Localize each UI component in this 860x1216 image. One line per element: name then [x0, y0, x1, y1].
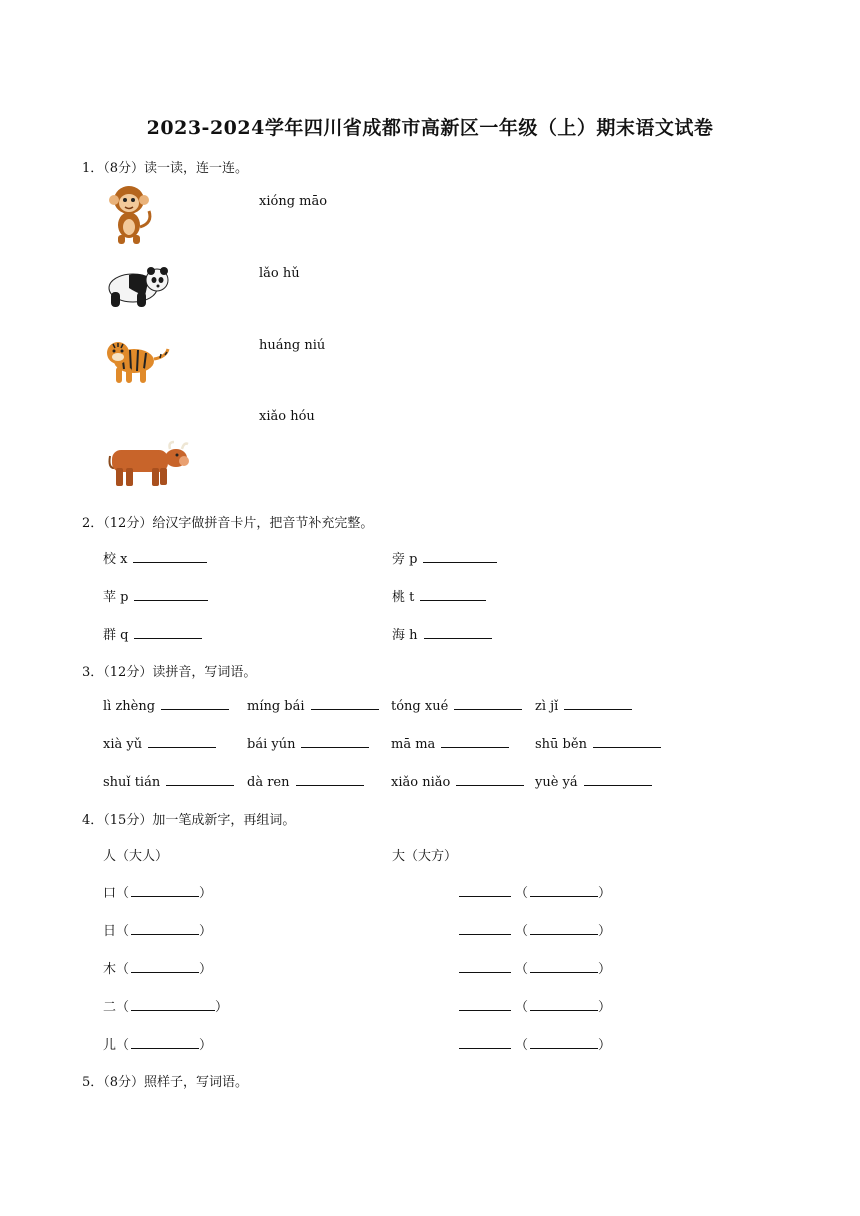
paren: ） — [215, 1000, 229, 1015]
new-char-blank[interactable] — [459, 884, 511, 897]
paren: （ — [116, 886, 130, 901]
monkey-icon — [103, 183, 155, 245]
answer-blank[interactable] — [530, 998, 598, 1011]
paren: （ — [116, 1038, 130, 1053]
add-stroke-right-item — [459, 996, 611, 1015]
add-stroke-right-item — [459, 1034, 611, 1053]
pinyin-card-item — [103, 624, 202, 643]
pinyin-word — [391, 773, 524, 790]
base-char: 二 — [103, 1000, 117, 1015]
answer-blank[interactable] — [424, 626, 492, 639]
answer-blank[interactable] — [131, 998, 215, 1011]
pinyin-word — [535, 773, 652, 790]
add-stroke-right-item — [459, 920, 611, 939]
question-4-header: 4．（15分）加一笔成新字，再组词。 — [82, 813, 296, 828]
pinyin-text: xià yǔ — [103, 737, 143, 752]
answer-blank[interactable] — [131, 1036, 199, 1049]
answer-blank[interactable] — [134, 588, 208, 601]
pinyin-text: shuǐ tián — [103, 775, 161, 790]
pinyin-word — [535, 735, 661, 752]
example-left: 人（大人） — [103, 849, 169, 864]
answer-blank[interactable] — [441, 735, 509, 748]
pinyin-text: dà ren — [247, 775, 290, 790]
answer-blank[interactable] — [564, 697, 632, 710]
paren: （ — [515, 886, 529, 901]
add-stroke-item — [103, 882, 212, 901]
answer-blank[interactable] — [134, 626, 202, 639]
pinyin-word — [247, 697, 379, 714]
question-1-header: 1．（8分）读一读，连一连。 — [82, 161, 249, 176]
pinyin-text: xiǎo niǎo — [391, 775, 451, 790]
pinyin-text: bái yún — [247, 737, 296, 752]
answer-blank[interactable] — [530, 922, 598, 935]
pinyin-card-label: 旁 p — [392, 552, 418, 567]
pinyin-card-label: 群 q — [103, 628, 129, 643]
pinyin-word — [391, 697, 522, 714]
example-right: 大（大方） — [392, 849, 458, 864]
page-title: 2023-2024学年四川省成都市高新区一年级（上）期末语文试卷 — [146, 117, 714, 139]
pinyin-card-item — [103, 586, 208, 605]
pinyin-card-label: 苹 p — [103, 590, 129, 605]
new-char-blank[interactable] — [459, 960, 511, 973]
paren: ） — [199, 1038, 213, 1053]
answer-blank[interactable] — [593, 735, 661, 748]
pinyin-word — [247, 735, 369, 752]
answer-blank[interactable] — [131, 884, 199, 897]
base-char: 木 — [103, 962, 117, 977]
question-2-header: 2．（12分）给汉字做拼音卡片，把音节补充完整。 — [82, 516, 374, 531]
answer-blank[interactable] — [530, 884, 598, 897]
base-char: 口 — [103, 886, 117, 901]
answer-blank[interactable] — [131, 960, 199, 973]
base-char: 儿 — [103, 1038, 117, 1053]
pinyin-text: tóng xué — [391, 699, 449, 714]
cow-icon — [104, 438, 192, 490]
pinyin-option: huáng niú — [259, 338, 326, 353]
pinyin-card-label: 海 h — [392, 628, 418, 643]
add-stroke-item — [103, 996, 228, 1015]
paren: ） — [598, 962, 612, 977]
paren: （ — [515, 924, 529, 939]
pinyin-word — [103, 773, 234, 790]
paren: （ — [515, 1038, 529, 1053]
answer-blank[interactable] — [131, 922, 199, 935]
answer-blank[interactable] — [456, 773, 524, 786]
base-char: 日 — [103, 924, 117, 939]
new-char-blank[interactable] — [459, 998, 511, 1011]
answer-blank[interactable] — [530, 960, 598, 973]
paren: ） — [199, 962, 213, 977]
add-stroke-item — [103, 920, 212, 939]
answer-blank[interactable] — [584, 773, 652, 786]
pinyin-card-item — [392, 624, 492, 643]
answer-blank[interactable] — [161, 697, 229, 710]
answer-blank[interactable] — [166, 773, 234, 786]
answer-blank[interactable] — [423, 550, 497, 563]
pinyin-option: lǎo hǔ — [259, 266, 300, 281]
pinyin-word — [535, 697, 632, 714]
pinyin-text: zì jǐ — [535, 699, 559, 714]
tiger-icon — [104, 333, 170, 385]
pinyin-word — [391, 735, 509, 752]
paren: ） — [199, 886, 213, 901]
pinyin-card-item — [392, 548, 497, 567]
question-5-header: 5．（8分）照样子，写词语。 — [82, 1075, 249, 1090]
answer-blank[interactable] — [311, 697, 379, 710]
pinyin-word — [247, 773, 364, 790]
pinyin-text: lì zhèng — [103, 699, 156, 714]
pinyin-text: yuè yá — [535, 775, 578, 790]
new-char-blank[interactable] — [459, 1036, 511, 1049]
answer-blank[interactable] — [296, 773, 364, 786]
pinyin-text: míng bái — [247, 699, 305, 714]
answer-blank[interactable] — [133, 550, 207, 563]
answer-blank[interactable] — [530, 1036, 598, 1049]
question-3-header: 3．（12分）读拼音，写词语。 — [82, 665, 257, 680]
answer-blank[interactable] — [301, 735, 369, 748]
add-stroke-right-item — [459, 882, 611, 901]
pinyin-text: mā ma — [391, 737, 436, 752]
paren: （ — [116, 1000, 130, 1015]
add-stroke-right-item — [459, 958, 611, 977]
pinyin-card-item — [103, 548, 207, 567]
paren: ） — [598, 924, 612, 939]
paren: ） — [598, 1038, 612, 1053]
answer-blank[interactable] — [148, 735, 216, 748]
pinyin-word — [103, 697, 229, 714]
answer-blank[interactable] — [454, 697, 522, 710]
pinyin-card-label: 校 x — [103, 552, 128, 567]
answer-blank[interactable] — [420, 588, 486, 601]
paren: （ — [515, 962, 529, 977]
paren: （ — [515, 1000, 529, 1015]
pinyin-option: xiǎo hóu — [259, 409, 315, 424]
paren: （ — [116, 924, 130, 939]
add-stroke-item — [103, 1034, 212, 1053]
new-char-blank[interactable] — [459, 922, 511, 935]
pinyin-text: shū běn — [535, 737, 587, 752]
paren: ） — [598, 1000, 612, 1015]
paren: ） — [598, 886, 612, 901]
paren: ） — [199, 924, 213, 939]
panda-icon — [101, 262, 171, 310]
pinyin-option: xióng māo — [259, 194, 328, 209]
paren: （ — [116, 962, 130, 977]
pinyin-card-item — [392, 586, 486, 605]
pinyin-card-label: 桃 t — [392, 590, 415, 605]
pinyin-word — [103, 735, 216, 752]
add-stroke-item — [103, 958, 212, 977]
